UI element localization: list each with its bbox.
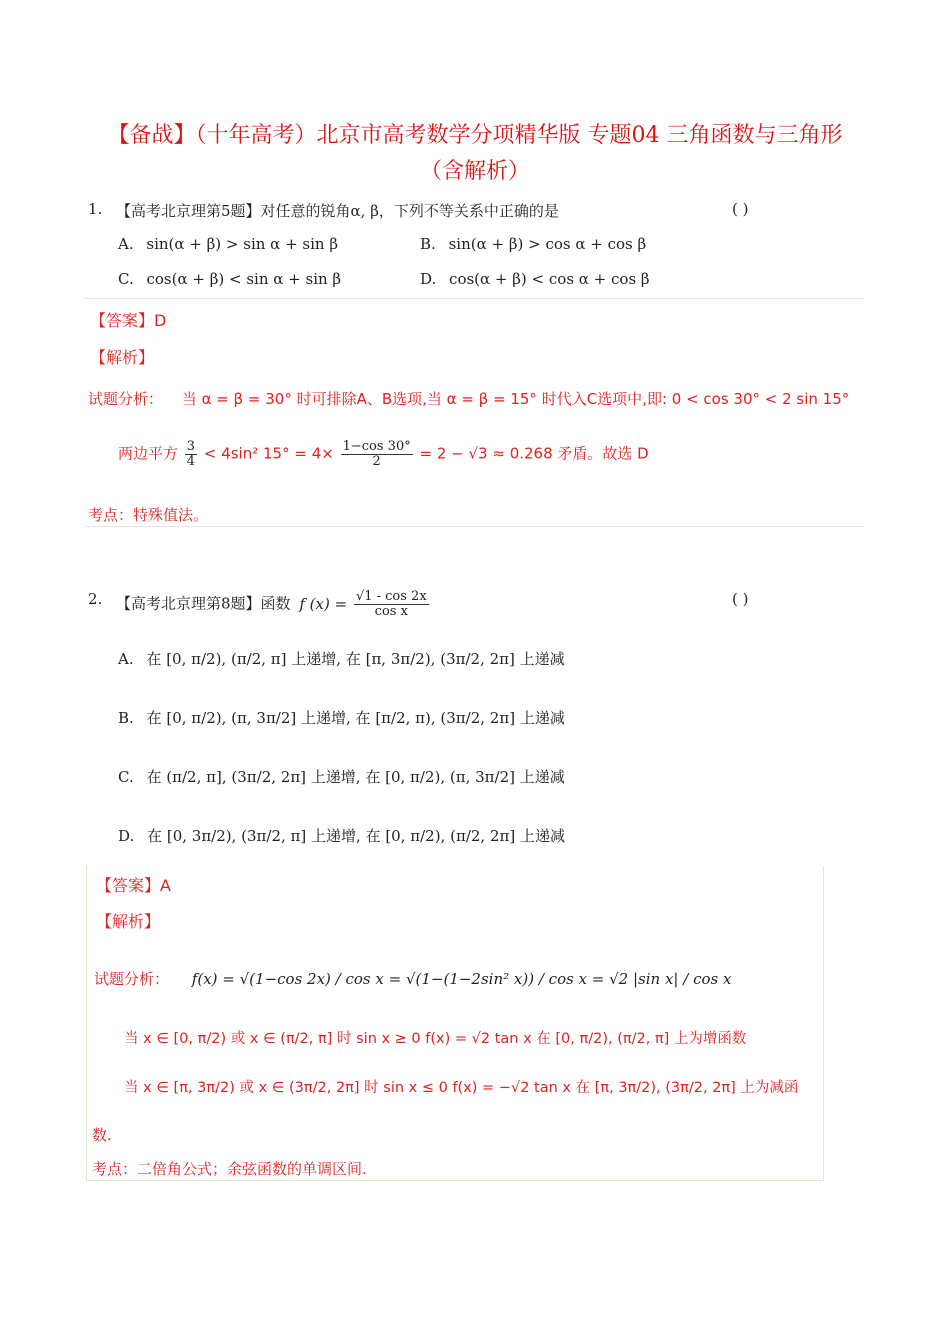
q2-answer: 【答案】A (96, 876, 171, 895)
option-label: D. (118, 827, 135, 845)
q2-answer-paren: ( ) (732, 590, 749, 608)
analysis-formula: f(x) = √(1−cos 2x) / cos x = √(1−(1−2sin² x)) / cos x = √2 |sin x| / cos x (191, 970, 732, 988)
document-title-line2: （含解析） (419, 159, 530, 184)
q1-stem: 【高考北京理第5题】对任意的锐角α, β，下列不等关系中正确的是 (116, 202, 559, 220)
option-expr: [0, π/2), (π, 3π/2] 上递增, 在 [π/2, π), (3π/2, 2π] 上递减 (166, 709, 565, 727)
option-label: C. (118, 270, 134, 288)
analysis-text: = 2 − √3 ≈ 0.268 矛盾。故选 D (419, 444, 649, 463)
option-expr: [0, π/2), (π/2, π] 上递增, 在 [π, 3π/2), (3π/2, 2π] 上递减 (166, 650, 565, 668)
document-title-line1: 【备战】（十年高考）北京市高考数学分项精华版 专题04 三角函数与三角形 (107, 123, 843, 148)
option-expr: cos(α + β) < cos α + cos β (449, 270, 650, 288)
q1-answer-paren: ( ) (732, 200, 749, 218)
option-expr: (π/2, π], (3π/2, 2π] 上递增, 在 [0, π/2), (π, 3π/2] 上递减 (166, 768, 565, 786)
stem-text: 【高考北京理第8题】函数 (116, 594, 291, 613)
analysis-text: 当 x ∈ [0, π/2) 或 x ∈ (π/2, π] 时 sin x ≥ 0 f(x) = √2 tan x 在 [0, π/2), (π/2, π] 上为增函数 (124, 1031, 747, 1047)
option-pre: 在 (146, 650, 162, 668)
option-expr: sin(α + β) > cos α + cos β (448, 235, 647, 253)
q1-divider-top (84, 298, 864, 299)
q1-option-a (118, 235, 338, 253)
option-pre: 在 (146, 768, 162, 786)
q2-analysis-formula (94, 968, 731, 989)
option-expr: [0, 3π/2), (3π/2, π] 上递增, 在 [0, π/2), (π/2, 2π] 上递减 (166, 827, 565, 845)
option-expr: sin(α + β) > sin α + sin β (146, 235, 339, 253)
option-expr: cos(α + β) < sin α + sin β (146, 270, 342, 288)
q1-divider-bottom (84, 526, 864, 527)
option-label: C. (118, 768, 134, 786)
q1-analysis-label: 【解析】 (90, 348, 155, 367)
q2-analysis-decreasing (124, 1076, 798, 1097)
q1-analysis-line1 (88, 388, 849, 409)
option-label: B. (420, 235, 436, 253)
q2-kaodian: 考点：二倍角公式；余弦函数的单调区间. (92, 1160, 367, 1178)
q2-option-d (118, 825, 565, 846)
q1-option-c (118, 270, 341, 288)
analysis-prefix: 试题分析： (94, 970, 170, 988)
function-fraction: $\frac{√1 - \cos 2x}{\text{cos x}}$ (355, 589, 427, 619)
option-pre: 在 (146, 709, 162, 727)
fraction-1-cos30: $\frac{1-\cos 30^\circ}{2}$ (342, 439, 411, 469)
analysis-text: < 4sin² 15° = 4× (203, 444, 334, 463)
q1-number: 1. (88, 200, 103, 218)
option-label: A. (118, 235, 134, 253)
fraction-3-4: $\frac{3}{4}$ (186, 439, 196, 469)
analysis-text: 当 α = β = 30° 时可排除A、B选项,当 α = β = 15° 时代入C选项中,即: 0 < cos 30° < 2 sin 15° (181, 390, 850, 408)
q2-analysis-continuation: 数. (92, 1126, 112, 1144)
option-label: B. (118, 709, 134, 727)
analysis-prefix: 试题分析： (88, 390, 164, 408)
q1-option-b (420, 235, 646, 253)
q2-solution-box (86, 866, 824, 1181)
function-lhs: f (x) = (299, 594, 348, 613)
q2-analysis-label: 【解析】 (96, 912, 161, 931)
q1-kaodian: 考点：特殊值法。 (88, 506, 209, 524)
option-pre: 在 (147, 827, 163, 845)
q2-option-a (118, 648, 565, 669)
q1-answer: 【答案】D (90, 311, 167, 330)
q2-analysis-increasing (124, 1027, 746, 1048)
q1-analysis-line2 (118, 440, 649, 469)
q1-option-d (420, 270, 650, 288)
q2-stem (116, 590, 431, 619)
q2-option-c (118, 766, 565, 787)
analysis-text: 当 x ∈ [π, 3π/2) 或 x ∈ (3π/2, 2π] 时 sin x ≤ 0 f(x) = −√2 tan x 在 [π, 3π/2), (3π/2, 2π] 上为减函 (124, 1080, 799, 1096)
q2-number: 2. (88, 590, 103, 608)
option-label: A. (118, 650, 134, 668)
q2-option-b (118, 707, 565, 728)
option-label: D. (420, 270, 437, 288)
analysis-prefix: 两边平方 (118, 444, 179, 463)
